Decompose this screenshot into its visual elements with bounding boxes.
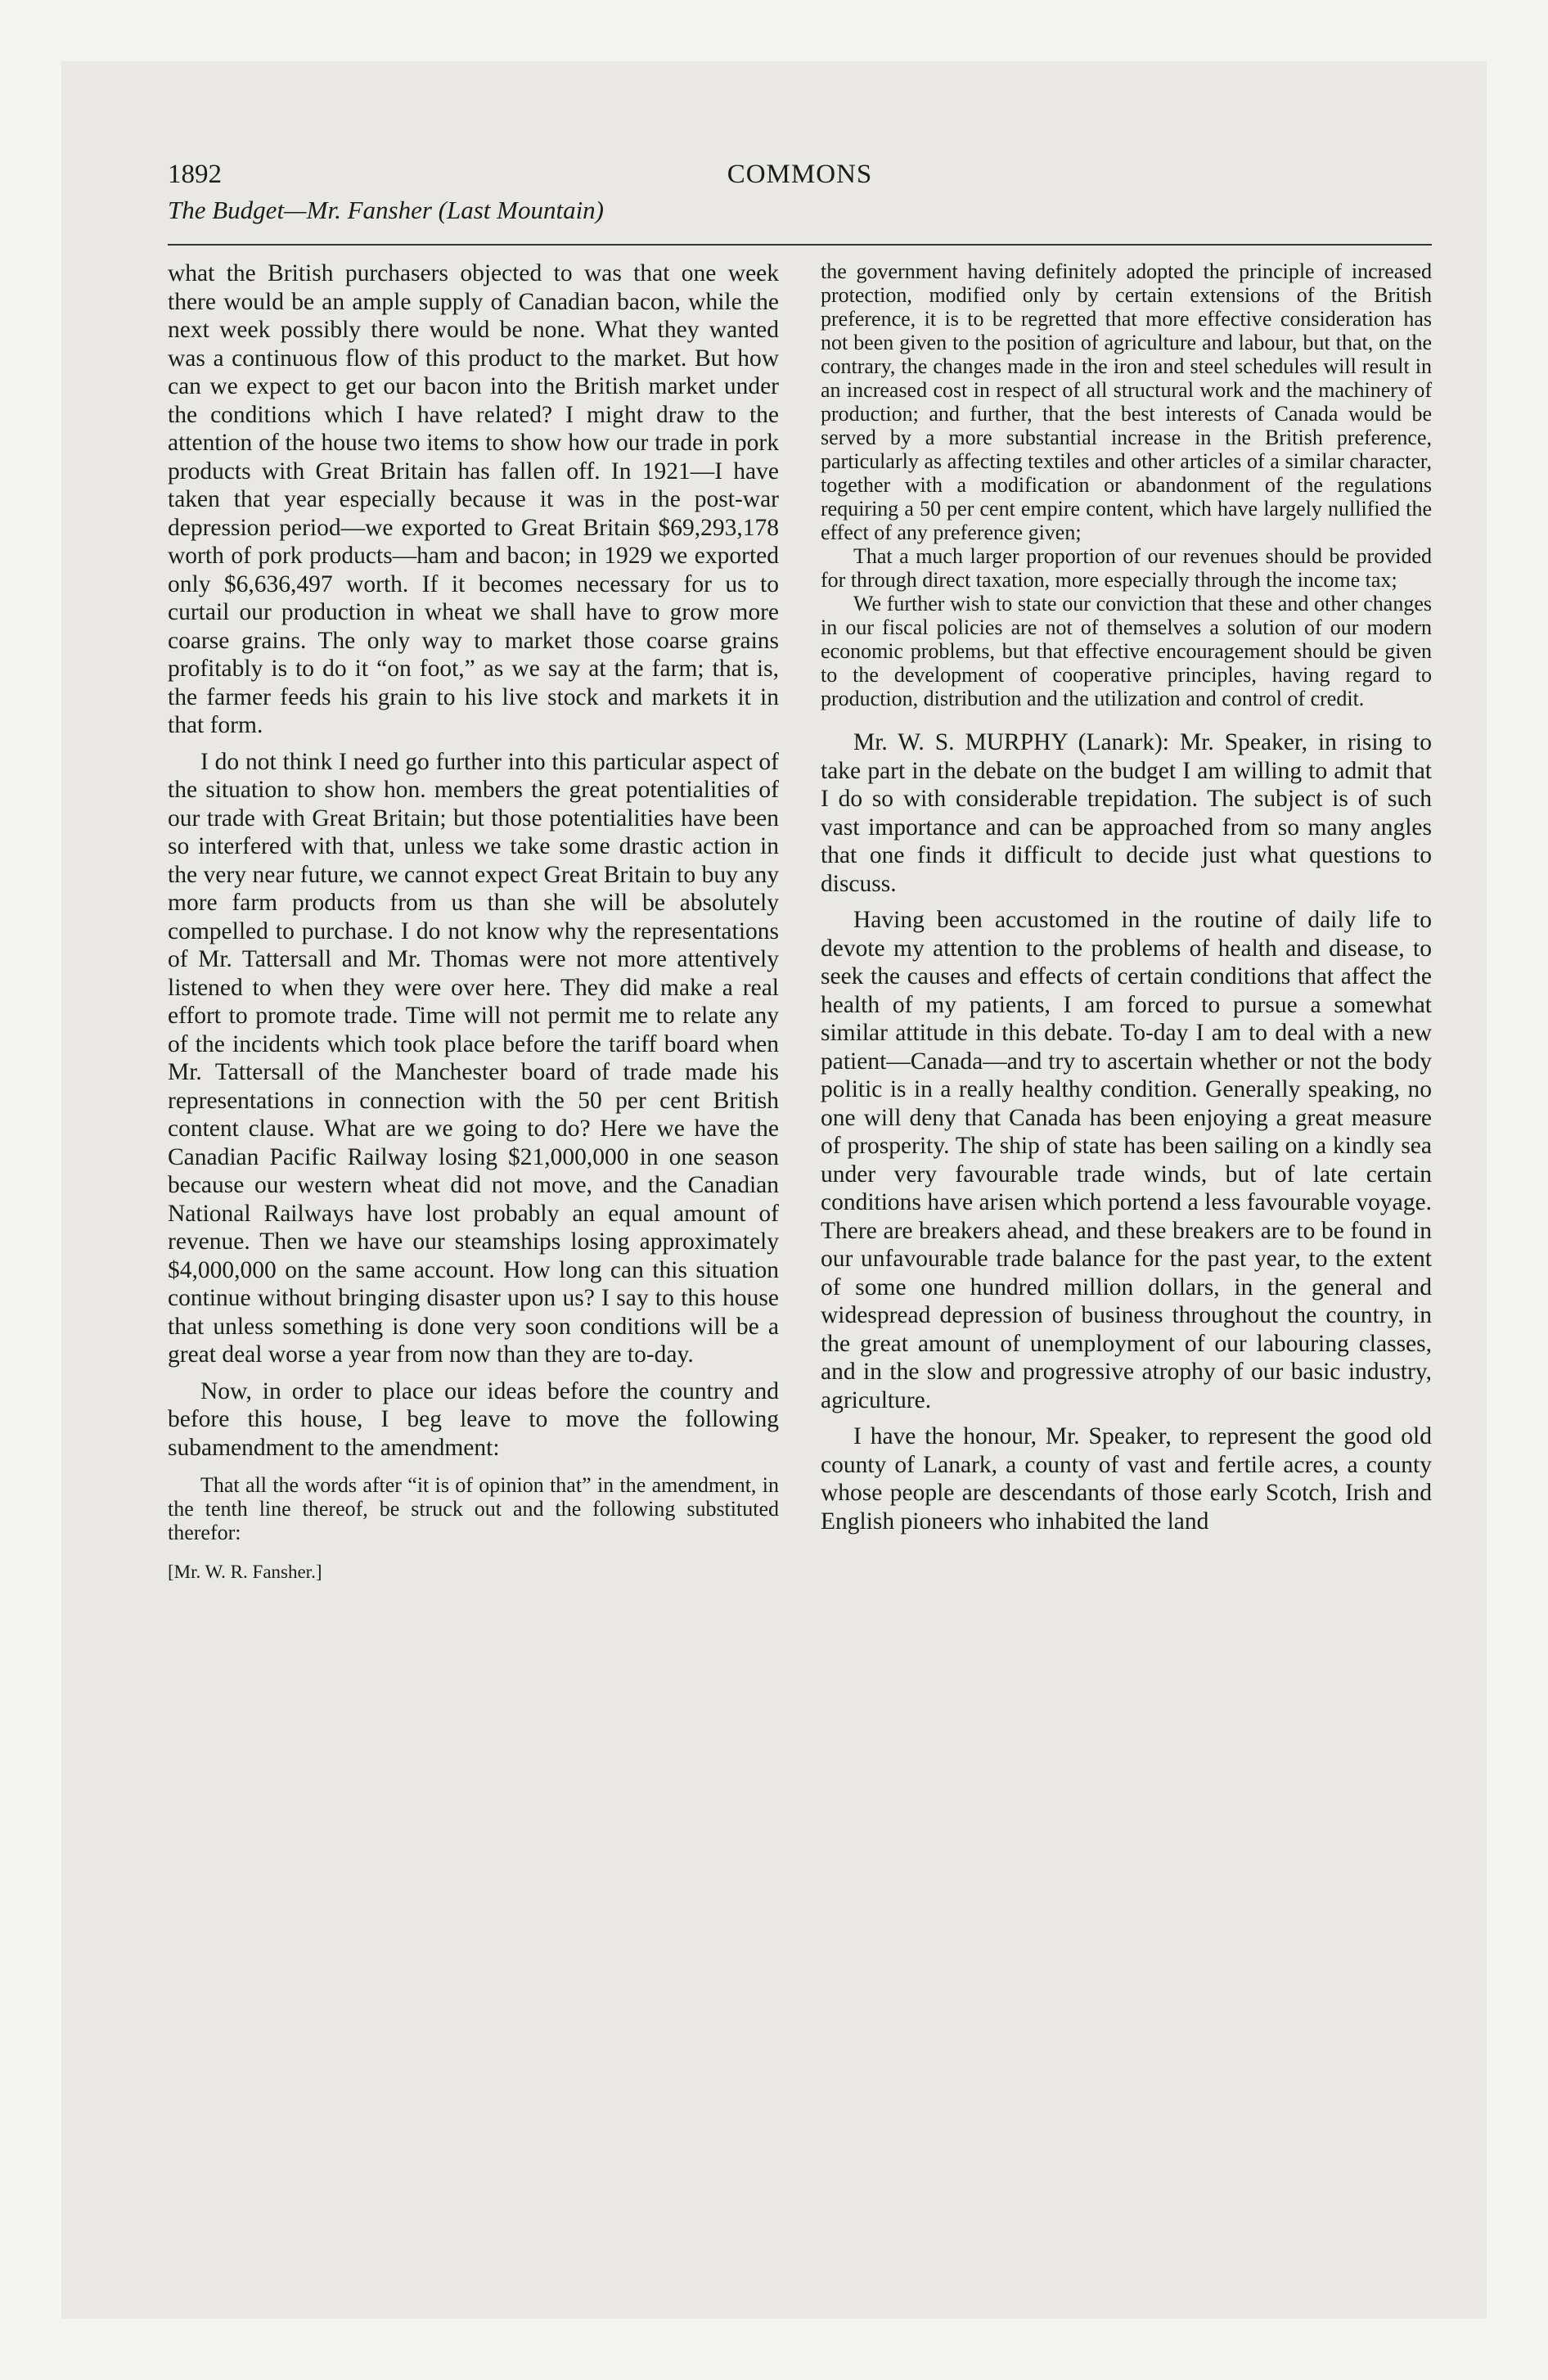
document-page [168, 160, 1432, 1582]
paragraph: what the British purchasers objected to was that one week there would be an ample supply of Canadian bacon, while the next week possibly there would be none. What they wanted was a continuous flow of this product to the market. But how can we expect to get our bacon into the British market under the conditions which I have related? I might draw to the attention of the house two items to show how our trade in pork products with Great Britain has fallen off. In 1921—I have taken that year especially because it was in the post-war depression period—we exported to Great Britain $69,293,178 worth of pork products—ham and bacon; in 1929 we exported only $6,636,497 worth. If it becomes necessary for us to curtail our production in wheat we shall have to grow more coarse grains. The only way to market those coarse grains profitably is to do it “on foot,” as we say at the farm; that is, the farmer feeds his grain to his live stock and markets it in that form. [168, 260, 779, 738]
speaker-attribution: [Mr. W. R. Fansher.] [168, 1562, 322, 1582]
header-rule [168, 244, 1432, 246]
section-subtitle: The Budget—Mr. Fansher (Last Mountain) [168, 196, 605, 224]
paragraph: Having been accustomed in the routine of daily life to devote my attention to the problems of health and disease, to seek the causes and effects of certain conditions that affect the health of my patients, I am forced to pursue a somewhat similar attitude in this debate. To-day I am to deal with a new patient—Canada—and try to ascertain whether or not the body politic is in a really healthy condition. Generally speaking, no one will deny that Canada has been enjoying a great measure of prosperity. The ship of state has been sailing on a kindly sea under very favourable trade winds, but of late certain conditions have arisen which portend a less favourable voyage. There are breakers ahead, and these breakers are to be found in our unfavourable trade balance for the past year, to the extent of some one hundred million dollars, in the general and widespread depression of business throughout the country, in the great amount of unemployment of our labouring classes, and in the slow and progressive atrophy of our basic industry, agriculture. [821, 907, 1432, 1413]
paragraph: I have the honour, Mr. Speaker, to represent the good old county of Lanark, a county of vast and fertile acres, a county whose people are descendants of those early Scotch, Irish and English pioneers who inhabited the land [821, 1423, 1432, 1535]
paragraph: Mr. W. S. MURPHY (Lanark): Mr. Speaker, in rising to take part in the debate on the budget I am willing to admit that I do so with considerable trepidation. The subject is of such vast importance and can be approached from so many angles that one finds it difficult to decide just what questions to discuss. [821, 729, 1432, 897]
quoted-motion: That all the words after “it is of opinion that” in the amendment, in the tenth line thereof, be struck out and the following substituted therefor: [168, 1473, 779, 1544]
paragraph: I do not think I need go further into this particular aspect of the situation to show hon. members the great potentialities of our trade with Great Britain; but those potentialities have been so interfered with that, unless we take some drastic action in the very near future, we cannot expect Great Britain to buy any more farm products from us than she will be absolutely compelled to purchase. I do not know why the representations of Mr. Tattersall and Mr. Thomas were not more attentively listened to when they were over here. They did make a real effort to promote trade. Time will not permit me to relate any of the incidents which took place before the tariff board when Mr. Tattersall of the Manchester board of trade made his representations in connection with the 50 per cent British content clause. What are we going to do? Here we have the Canadian Pacific Railway losing $21,000,000 in one season because our western wheat did not move, and the Canadian National Railways have lost probably an equal amount of revenue. Then we have our steamships losing approximately $4,000,000 on the same account. How long can this situation continue without bringing disaster upon us? I say to this house that unless something is done very soon conditions will be a great deal worse a year from now than they are to-day. [168, 748, 779, 1368]
quoted-motion: the government having definitely adopted the principle of increased protection, modified only by certain extensions of the British preference, it is to be regretted that more effective consideration has not been given to the position of agriculture and labour, but that, on the contrary, the changes made in the iron and steel schedules will result in an increased cost in respect of all structural work and the machinery of production; and further, that the best interests of Canada would be served by a more substantial increase in the British preference, particularly as affecting textiles and other articles of a similar character, together with a modification or abandonment of the regulations requiring a 50 per cent empire content, which have largely nullified the effect of any preference given; [821, 259, 1432, 544]
page-header [168, 160, 1432, 258]
page-number: 1892 [168, 160, 222, 189]
left-column [168, 259, 779, 1584]
text-columns [168, 259, 1432, 1584]
quoted-motion: That a much larger proportion of our revenues should be provided for through direct taxation, more especially through the income tax; [821, 544, 1432, 592]
quoted-motion: We further wish to state our conviction that these and other changes in our fiscal policies are not of themselves a solution of our modern economic problems, but that effective encouragement should be given to the development of cooperative principles, having regard to production, distribution and the utilization and control of credit. [821, 592, 1432, 710]
paragraph: Now, in order to place our ideas before the country and before this house, I beg leave to move the following subamendment to the amendment: [168, 1377, 779, 1461]
running-title: COMMONS [727, 160, 873, 189]
right-column [821, 259, 1432, 1584]
